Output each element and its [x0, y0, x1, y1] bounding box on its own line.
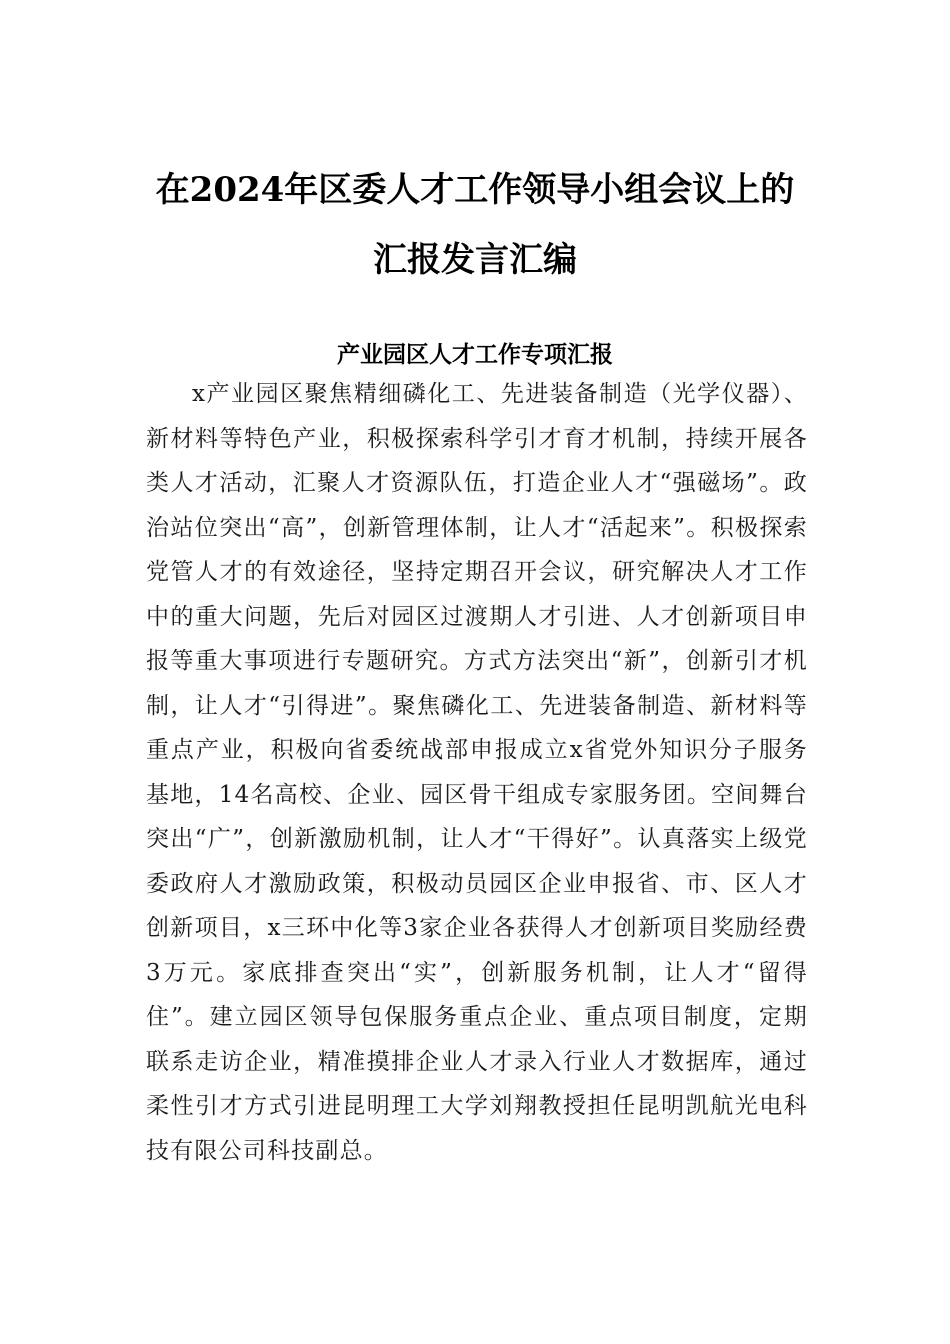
document-title-line-2: 汇报发言汇编 [373, 240, 577, 280]
document-title-line-1: 在2024年区委人才工作领导小组会议上的 [155, 170, 795, 210]
body-paragraph: x产业园区聚焦精细磷化工、先进装备制造（光学仪器）、新材料等特色产业，积极探索科学引才育才机制，持续开展各类人才活动，汇聚人才资源队伍，打造企业人才“强磁场”。政治站位突出“高”，创新管理体制，让人才“活起来”。积极探索党管人才的有效途径，坚持定期召开会议，研究解决人才工作中的重大问题，先后对园区过渡期人才引进、人才创新项目申报等重大事项进行专题研究。方式方法突出“新”，创新引才机制，让人才“引得进”。聚焦磷化工、先进装备制造、新材料等重点产业，积极向省委统战部申报成立x省党外知识分子服务基地，14名高校、企业、园区骨干组成专家服务团。空间舞台突出“广”，创新激励机制，让人才“干得好”。认真落实上级党委政府人才激励政策，积极动员园区企业申报省、市、区人才创新项目，x三环中化等3家企业各获得人才创新项目奖励经费3万元。家底排查突出“实”，创新服务机制，让人才“留得住”。建立园区领导包保服务重点企业、重点项目制度，定期联系走访企业，精准摸排企业人才录入行业人才数据库，通过柔性引才方式引进昆明理工大学刘翔教授担任昆明凯航光电科技有限公司科技副总。 [146, 381, 808, 1164]
section-heading: 产业园区人才工作专项汇报 [337, 342, 613, 368]
